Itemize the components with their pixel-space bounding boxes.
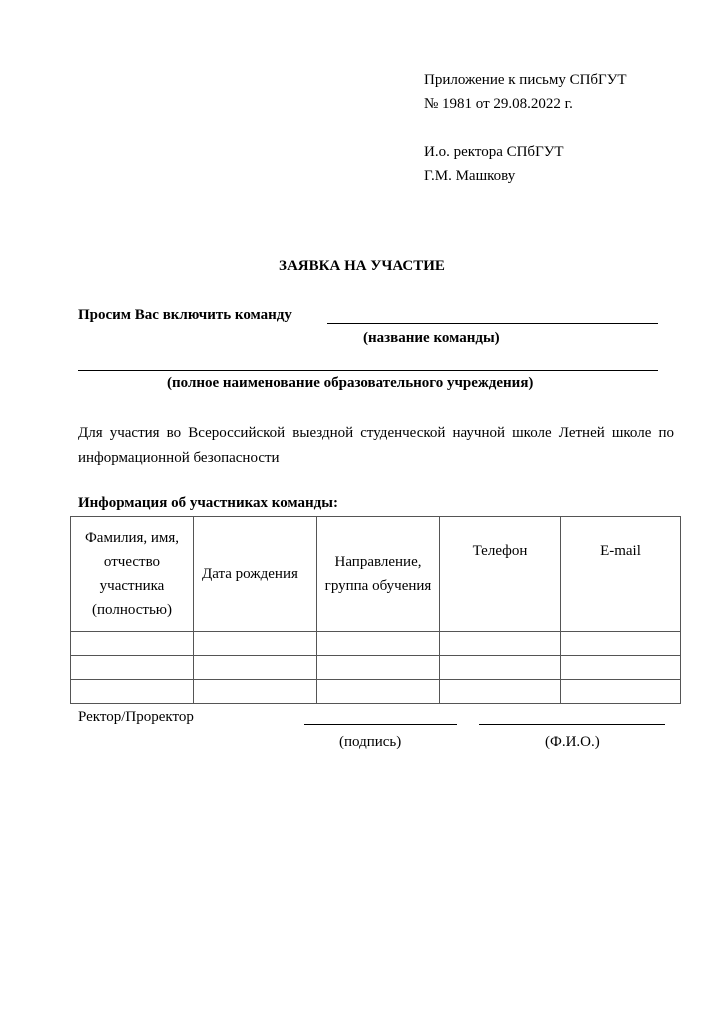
table-cell[interactable] (317, 656, 440, 680)
institution-line (78, 370, 658, 371)
column-header-phone: Телефон (440, 517, 561, 632)
column-header-email: E-mail (561, 517, 681, 632)
table-row (71, 632, 681, 656)
table-cell[interactable] (561, 656, 681, 680)
table-cell[interactable] (194, 656, 317, 680)
table-row (71, 656, 681, 680)
table-cell[interactable] (194, 680, 317, 704)
table-cell[interactable] (194, 632, 317, 656)
signatory-role: Ректор/Проректор (78, 709, 194, 725)
full-name-line (479, 724, 665, 725)
table-cell[interactable] (317, 632, 440, 656)
table-row (71, 680, 681, 704)
table-cell[interactable] (440, 632, 561, 656)
full-name-caption: (Ф.И.О.) (545, 734, 600, 750)
document-title: ЗАЯВКА НА УЧАСТИЕ (279, 258, 445, 274)
signature-caption: (подпись) (339, 734, 402, 750)
column-header-program: Направление, группа обучения (317, 517, 440, 632)
table-cell[interactable] (440, 656, 561, 680)
institution-caption: (полное наименование образовательного учреждения) (167, 375, 534, 391)
purpose-paragraph: Для участия во Всероссийской выездной студенческой научной школе Летней школе по информационной безопасности (78, 425, 674, 466)
team-name-caption: (название команды) (363, 330, 500, 346)
table-heading: Информация об участниках команды: (78, 495, 338, 511)
column-header-birthdate: Дата рождения (194, 517, 317, 632)
table-cell[interactable] (71, 632, 194, 656)
table-header-row (71, 517, 681, 632)
request-text: Просим Вас включить команду (78, 307, 292, 323)
participants-table (70, 516, 681, 704)
table-cell[interactable] (71, 656, 194, 680)
table-cell[interactable] (71, 680, 194, 704)
recipient-line-2: Г.М. Машкову (424, 168, 516, 184)
appendix-line-2: № 1981 от 29.08.2022 г. (424, 96, 573, 112)
table-cell[interactable] (561, 680, 681, 704)
team-name-line (327, 323, 658, 324)
table-cell[interactable] (440, 680, 561, 704)
appendix-line-1: Приложение к письму СПбГУТ (424, 72, 627, 88)
recipient-line-1: И.о. ректора СПбГУТ (424, 144, 564, 160)
table-cell[interactable] (561, 632, 681, 656)
column-header-name: Фамилия, имя, отчество участника (полностью) (71, 517, 194, 632)
table-cell[interactable] (317, 680, 440, 704)
signature-line (304, 724, 457, 725)
